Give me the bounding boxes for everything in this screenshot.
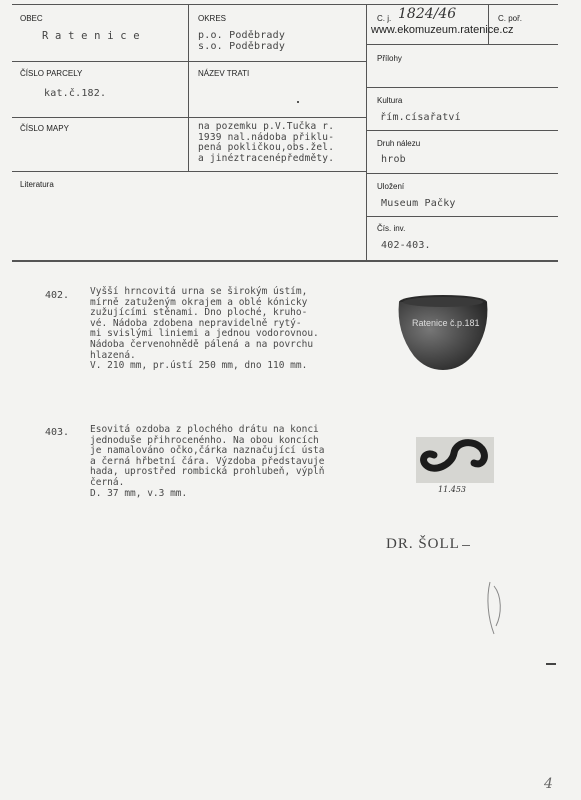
nazev-trati-label: NÁZEV TRATI [198,69,250,78]
pot-photo [392,292,494,374]
ulozeni-label: Uložení [377,182,405,191]
grid-line [12,117,366,118]
s-ornament-icon [416,437,494,483]
cislo-parcely-label: ČÍSLO PARCELY [20,69,83,78]
grid-line [366,44,558,45]
speck [297,101,299,103]
entry-number: 403. [45,427,70,438]
pot-label: Ratenice č.p.181 [412,318,480,328]
grid-line [12,61,366,62]
cislo-parcely-value: kat.č.182. [44,88,107,99]
entry-number: 402. [45,290,70,301]
pencil-mark-icon [484,578,508,638]
prilohy-label: Přílohy [377,54,402,63]
obec-value: R a t e n i c e [42,30,140,42]
ornament-photo [416,437,494,483]
ornament-label: 11.453 [438,485,466,494]
kultura-value: řím.císařatví [380,112,461,123]
grid-line [366,87,558,88]
grid-line [12,4,558,5]
entry-text: Esovitá ozdoba z plochého drátu na konci jednoduše přihrocenénho. Na obou koncích je namalováno očko,čárka naznačující ústa a černá hřbetní čára. Výzdoba představuje hada, uprostřed rombická prohlubeň, výplň černá. D. 37 mm, v.3 mm. [90,424,325,499]
cj-label: C. j. [377,14,392,23]
ulozeni-value: Museum Pačky [381,198,456,209]
literatura-label: Literatura [20,180,54,189]
cis-inv-label: Čís. inv. [377,224,406,233]
cpor-label: C. poř. [498,14,523,23]
okres-value: p.o. Poděbrady s.o. Poděbrady [198,30,286,52]
watermark: www.ekomuzeum.ratenice.cz [371,24,514,36]
grid-line [12,260,558,262]
grid-line [366,4,367,261]
entry-text: Vyšší hrncovitá urna se širokým ústím, mírně zatuženým okrajem a oblé kónicky zužujícími stěnami. Dno ploché, kruho- vé. Nádoba zdobena nepravidelně rytý- mi svislými liniemi a jednou vodorovnou. Nádoba červenohnědě pálená a na povrchu hlazená. V. 210 mm, pr.ústí 250 mm, dno 110 mm. [90,286,319,372]
grid-line [366,130,558,131]
corner-mark: 4 [544,776,553,792]
okres-label: OKRES [198,14,227,23]
cj-value: 1824/46 [398,6,457,22]
location-text: na pozemku p.V.Tučka r. 1939 nal.nádoba přiklu- pená pokličkou,obs.žel. a jinéztracenépředměty. [198,121,335,164]
signature-stamp: DR. ŠOLL [386,536,460,552]
kultura-label: Kultura [377,96,403,105]
druh-nalezu-label: Druh nálezu [377,139,421,148]
grid-line [188,4,189,172]
obec-label: OBEC [20,14,43,23]
stamp-dash [462,545,470,546]
grid-line [12,171,366,172]
druh-nalezu-value: hrob [381,154,406,165]
dash-mark [546,663,556,665]
grid-line [366,216,558,217]
cislo-mapy-label: ČÍSLO MAPY [20,124,69,133]
cis-inv-value: 402-403. [381,240,431,251]
grid-line [366,173,558,174]
